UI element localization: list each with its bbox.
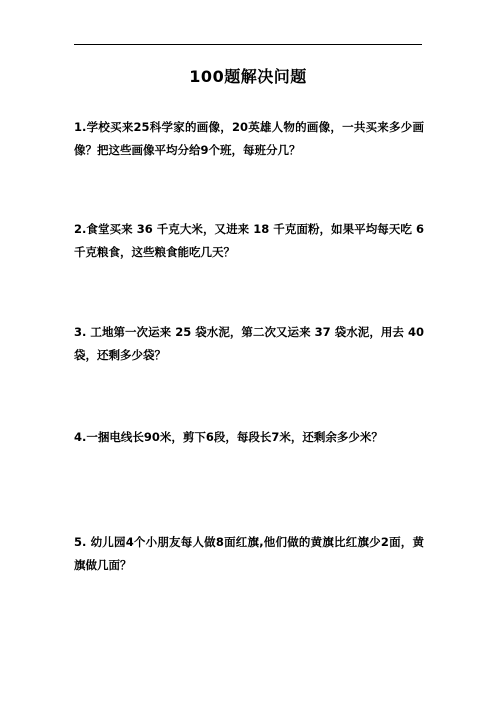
problem-4: 4.一捆电线长90米，剪下6段，每段长7米，还剩余多少米？ [74,430,383,444]
problem-2: 2.食堂买来 36 千克大米，又进来 18 千克面粉，如果平均每天吃 6 千克粮食，这些粮食能吃几天？ [74,222,424,259]
page-title: 100题解决问题 [189,67,307,86]
header-rule [74,44,422,45]
problem-1: 1.学校买来25科学家的画像，20英雄人物的画像，一共买来多少画像？把这些画像平均分给9个班，每班分几？ [74,120,424,157]
problem-5: 5. 幼儿园4个小朋友每人做8面红旗,他们做的黄旗比红旗少2面，黄旗做几面？ [74,535,424,572]
problem-3: 3. 工地第一次运来 25 袋水泥，第二次又运来 37 袋水泥，用去 40 袋，还剩多少袋？ [74,325,424,362]
